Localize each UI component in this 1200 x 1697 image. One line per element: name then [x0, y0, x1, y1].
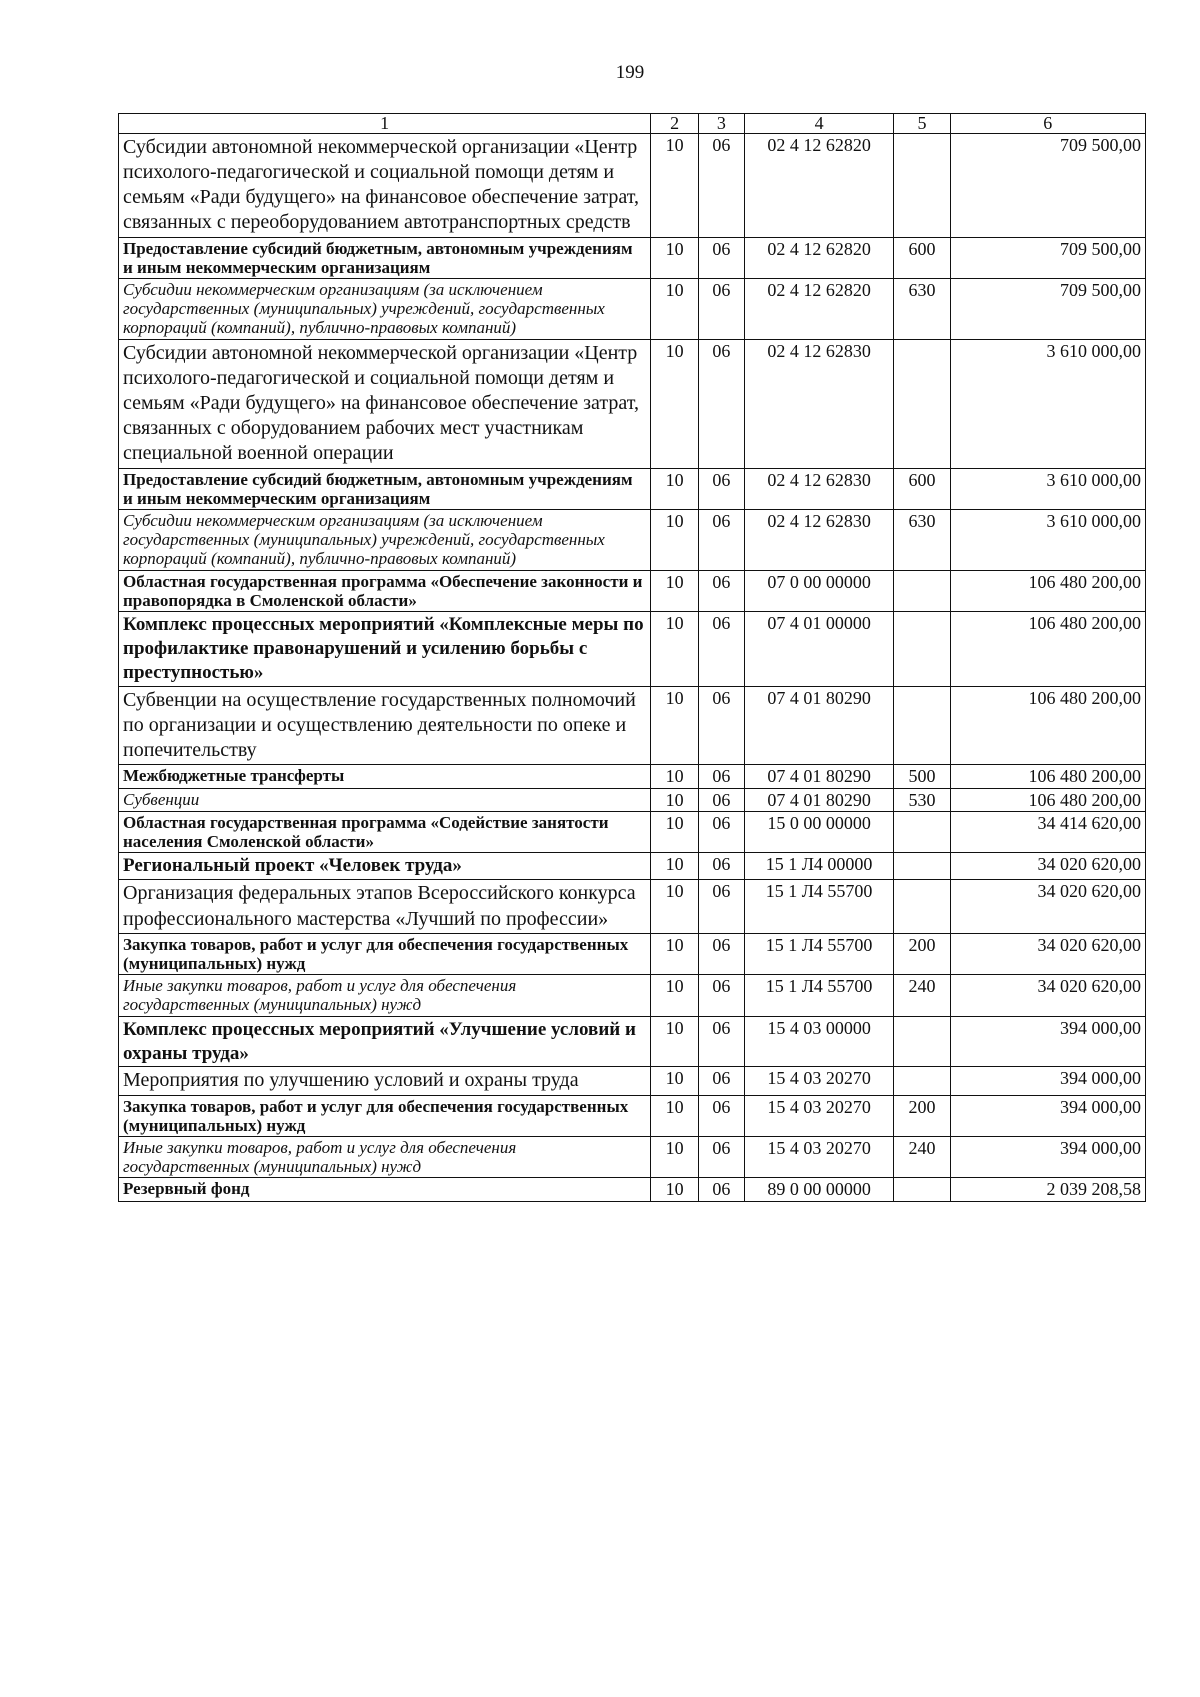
table-row: [119, 133, 1146, 237]
row-amount-cell: 106 480 200,00: [950, 612, 1145, 687]
row-target-code-cell: 02 4 12 62830: [744, 339, 894, 468]
row-section-cell: 10: [651, 468, 699, 509]
row-target-code-cell: 15 0 00 00000: [744, 812, 894, 853]
row-subsection-cell: 06: [699, 1137, 745, 1178]
row-name-cell: Комплекс процессных мероприятий «Улучшение условий и охраны труда»: [119, 1016, 651, 1067]
row-expense-type-cell: 500: [894, 765, 950, 788]
row-expense-type-cell: [894, 133, 950, 237]
table-row: [119, 279, 1146, 340]
row-expense-type-cell: [894, 880, 950, 933]
row-expense-type-cell: 600: [894, 468, 950, 509]
row-expense-type-cell: [894, 339, 950, 468]
row-name-cell: Субсидии некоммерческим организациям (за исключением государственных (муниципальных) учреждений, государственных корпораций (компаний), публично-правовых компаний): [119, 279, 651, 340]
row-subsection-cell: 06: [699, 468, 745, 509]
row-amount-cell: 709 500,00: [950, 237, 1145, 278]
row-amount-cell: 3 610 000,00: [950, 339, 1145, 468]
row-section-cell: 10: [651, 1095, 699, 1136]
row-section-cell: 10: [651, 570, 699, 611]
row-subsection-cell: 06: [699, 279, 745, 340]
table-row: [119, 812, 1146, 853]
row-section-cell: 10: [651, 612, 699, 687]
row-subsection-cell: 06: [699, 1095, 745, 1136]
table-row: [119, 1016, 1146, 1067]
row-section-cell: 10: [651, 975, 699, 1016]
table-row: [119, 1137, 1146, 1178]
row-name-cell: Закупка товаров, работ и услуг для обеспечения государственных (муниципальных) нужд: [119, 933, 651, 974]
row-subsection-cell: 06: [699, 570, 745, 611]
row-expense-type-cell: [894, 612, 950, 687]
table-row: [119, 765, 1146, 788]
row-section-cell: 10: [651, 339, 699, 468]
row-target-code-cell: 15 1 Л4 00000: [744, 853, 894, 880]
row-subsection-cell: 06: [699, 1178, 745, 1201]
table-row: [119, 612, 1146, 687]
row-target-code-cell: 07 4 01 80290: [744, 686, 894, 765]
row-name-cell: Субсидии автономной некоммерческой организации «Центр психолого-педагогической и социальной помощи детям и семьям «Ради будущего» на финансовое обеспечение затрат, связанных с оборудованием рабочих мест участникам специальной военной операции: [119, 339, 651, 468]
row-section-cell: 10: [651, 788, 699, 811]
row-section-cell: 10: [651, 880, 699, 933]
row-amount-cell: 106 480 200,00: [950, 570, 1145, 611]
table-row: [119, 686, 1146, 765]
row-amount-cell: 34 020 620,00: [950, 853, 1145, 880]
table-row: [119, 510, 1146, 571]
row-name-cell: Субсидии автономной некоммерческой организации «Центр психолого-педагогической и социальной помощи детям и семьям «Ради будущего» на финансовое обеспечение затрат, связанных с переоборудованием автотранспортных средств: [119, 133, 651, 237]
row-amount-cell: 709 500,00: [950, 279, 1145, 340]
row-name-cell: Субвенции на осуществление государственных полномочий по организации и осуществлению деятельности по опеке и попечительству: [119, 686, 651, 765]
row-section-cell: 10: [651, 1178, 699, 1201]
row-name-cell: Субвенции: [119, 788, 651, 811]
row-expense-type-cell: [894, 853, 950, 880]
row-section-cell: 10: [651, 812, 699, 853]
row-target-code-cell: 02 4 12 62830: [744, 468, 894, 509]
table-row: [119, 1178, 1146, 1201]
row-section-cell: 10: [651, 237, 699, 278]
row-subsection-cell: 06: [699, 765, 745, 788]
row-expense-type-cell: 240: [894, 975, 950, 1016]
row-expense-type-cell: [894, 812, 950, 853]
row-section-cell: 10: [651, 279, 699, 340]
row-target-code-cell: 07 4 01 80290: [744, 765, 894, 788]
row-section-cell: 10: [651, 853, 699, 880]
row-name-cell: Иные закупки товаров, работ и услуг для обеспечения государственных (муниципальных) нужд: [119, 1137, 651, 1178]
row-amount-cell: 394 000,00: [950, 1095, 1145, 1136]
column-header-6: 6: [950, 114, 1145, 134]
row-target-code-cell: 15 4 03 20270: [744, 1137, 894, 1178]
row-name-cell: Организация федеральных этапов Всероссийского конкурса профессионального мастерства «Лучший по профессии»: [119, 880, 651, 933]
table-header-row: [119, 114, 1146, 134]
row-amount-cell: 394 000,00: [950, 1067, 1145, 1095]
column-header-2: 2: [651, 114, 699, 134]
table-row: [119, 468, 1146, 509]
row-amount-cell: 34 020 620,00: [950, 933, 1145, 974]
row-subsection-cell: 06: [699, 880, 745, 933]
row-name-cell: Иные закупки товаров, работ и услуг для обеспечения государственных (муниципальных) нужд: [119, 975, 651, 1016]
row-expense-type-cell: 240: [894, 1137, 950, 1178]
row-subsection-cell: 06: [699, 133, 745, 237]
table-row: [119, 339, 1146, 468]
row-amount-cell: 394 000,00: [950, 1016, 1145, 1067]
row-expense-type-cell: 200: [894, 1095, 950, 1136]
row-target-code-cell: 07 4 01 00000: [744, 612, 894, 687]
column-header-4: 4: [744, 114, 894, 134]
row-target-code-cell: 02 4 12 62820: [744, 279, 894, 340]
row-section-cell: 10: [651, 1016, 699, 1067]
row-name-cell: Предоставление субсидий бюджетным, автономным учреждениям и иным некоммерческим организациям: [119, 237, 651, 278]
row-subsection-cell: 06: [699, 812, 745, 853]
row-name-cell: Закупка товаров, работ и услуг для обеспечения государственных (муниципальных) нужд: [119, 1095, 651, 1136]
row-expense-type-cell: [894, 1016, 950, 1067]
row-amount-cell: 709 500,00: [950, 133, 1145, 237]
row-target-code-cell: 07 4 01 80290: [744, 788, 894, 811]
table-row: [119, 933, 1146, 974]
table-row: [119, 1067, 1146, 1095]
row-name-cell: Резервный фонд: [119, 1178, 651, 1201]
row-subsection-cell: 06: [699, 1016, 745, 1067]
table-row: [119, 788, 1146, 811]
row-section-cell: 10: [651, 933, 699, 974]
row-expense-type-cell: [894, 570, 950, 611]
row-expense-type-cell: 600: [894, 237, 950, 278]
table-row: [119, 237, 1146, 278]
row-name-cell: Межбюджетные трансферты: [119, 765, 651, 788]
row-subsection-cell: 06: [699, 933, 745, 974]
row-name-cell: Мероприятия по улучшению условий и охраны труда: [119, 1067, 651, 1095]
table-row: [119, 880, 1146, 933]
table-row: [119, 1095, 1146, 1136]
column-header-5: 5: [894, 114, 950, 134]
row-target-code-cell: 15 4 03 20270: [744, 1067, 894, 1095]
row-subsection-cell: 06: [699, 510, 745, 571]
row-target-code-cell: 07 0 00 00000: [744, 570, 894, 611]
row-section-cell: 10: [651, 765, 699, 788]
row-target-code-cell: 02 4 12 62820: [744, 133, 894, 237]
row-name-cell: Областная государственная программа «Обеспечение законности и правопорядка в Смоленской области»: [119, 570, 651, 611]
row-target-code-cell: 02 4 12 62830: [744, 510, 894, 571]
row-target-code-cell: 15 1 Л4 55700: [744, 975, 894, 1016]
row-target-code-cell: 15 1 Л4 55700: [744, 933, 894, 974]
row-amount-cell: 34 020 620,00: [950, 975, 1145, 1016]
row-amount-cell: 34 414 620,00: [950, 812, 1145, 853]
row-amount-cell: 106 480 200,00: [950, 686, 1145, 765]
row-subsection-cell: 06: [699, 975, 745, 1016]
row-name-cell: Региональный проект «Человек труда»: [119, 853, 651, 880]
row-section-cell: 10: [651, 510, 699, 571]
page-number: 199: [615, 62, 645, 83]
row-amount-cell: 106 480 200,00: [950, 788, 1145, 811]
table-row: [119, 853, 1146, 880]
row-amount-cell: 2 039 208,58: [950, 1178, 1145, 1201]
row-subsection-cell: 06: [699, 1067, 745, 1095]
row-section-cell: 10: [651, 1137, 699, 1178]
row-name-cell: Субсидии некоммерческим организациям (за исключением государственных (муниципальных) учреждений, государственных корпораций (компаний), публично-правовых компаний): [119, 510, 651, 571]
row-subsection-cell: 06: [699, 612, 745, 687]
row-expense-type-cell: 630: [894, 510, 950, 571]
row-subsection-cell: 06: [699, 686, 745, 765]
budget-table: [118, 113, 1146, 1202]
row-subsection-cell: 06: [699, 339, 745, 468]
row-subsection-cell: 06: [699, 237, 745, 278]
row-name-cell: Областная государственная программа «Содействие занятости населения Смоленской области»: [119, 812, 651, 853]
row-target-code-cell: 02 4 12 62820: [744, 237, 894, 278]
row-expense-type-cell: [894, 1178, 950, 1201]
row-target-code-cell: 15 4 03 20270: [744, 1095, 894, 1136]
row-amount-cell: 3 610 000,00: [950, 468, 1145, 509]
row-subsection-cell: 06: [699, 788, 745, 811]
row-expense-type-cell: 630: [894, 279, 950, 340]
table-row: [119, 975, 1146, 1016]
row-subsection-cell: 06: [699, 853, 745, 880]
row-section-cell: 10: [651, 686, 699, 765]
row-target-code-cell: 15 1 Л4 55700: [744, 880, 894, 933]
row-name-cell: Комплекс процессных мероприятий «Комплексные меры по профилактике правонарушений и усилению борьбы с преступностью»: [119, 612, 651, 687]
row-expense-type-cell: 530: [894, 788, 950, 811]
row-amount-cell: 34 020 620,00: [950, 880, 1145, 933]
table-row: [119, 570, 1146, 611]
row-amount-cell: 3 610 000,00: [950, 510, 1145, 571]
row-target-code-cell: 15 4 03 00000: [744, 1016, 894, 1067]
row-expense-type-cell: 200: [894, 933, 950, 974]
column-header-1: 1: [119, 114, 651, 134]
row-expense-type-cell: [894, 1067, 950, 1095]
row-section-cell: 10: [651, 133, 699, 237]
row-target-code-cell: 89 0 00 00000: [744, 1178, 894, 1201]
row-expense-type-cell: [894, 686, 950, 765]
row-name-cell: Предоставление субсидий бюджетным, автономным учреждениям и иным некоммерческим организациям: [119, 468, 651, 509]
column-header-3: 3: [699, 114, 745, 134]
row-section-cell: 10: [651, 1067, 699, 1095]
row-amount-cell: 394 000,00: [950, 1137, 1145, 1178]
row-amount-cell: 106 480 200,00: [950, 765, 1145, 788]
